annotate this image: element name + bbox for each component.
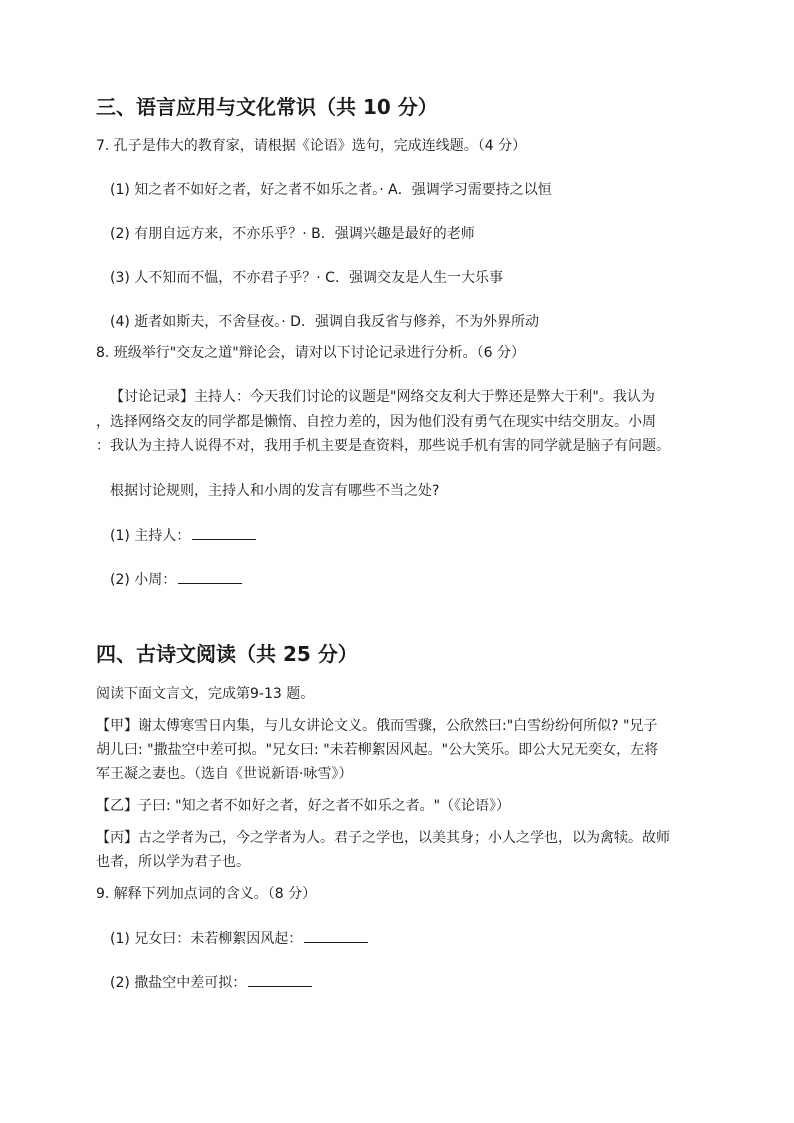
question-7-stem: 7. 孔子是伟大的教育家，请根据《论语》选句，完成连线题。（4 分） bbox=[96, 138, 527, 154]
q7-item-3: (3) 人不知而不愠，不亦君子乎？· C．强调交友是人生一大乐事 bbox=[110, 270, 503, 286]
passage-jia-line-1: 【甲】谢太傅寒雪日内集，与儿女讲论文义。俄而雪骤，公欣然曰:"白雪纷纷何所似? "兄子 bbox=[96, 718, 658, 734]
section-4-title: 四、古诗文阅读（共 25 分） bbox=[96, 642, 358, 666]
passage-bing-line-2: 也者，所以学为君子也。 bbox=[96, 854, 250, 870]
q9-item-1 bbox=[110, 928, 368, 949]
question-8-stem: 8. 班级举行"交友之道"辩论会，请对以下讨论记录进行分析。（6 分） bbox=[96, 345, 526, 361]
section-3-title: 三、语言应用与文化常识（共 10 分） bbox=[96, 95, 438, 119]
answer-blank[interactable] bbox=[178, 569, 242, 584]
q8-answer-2 bbox=[110, 569, 242, 590]
answer-blank[interactable] bbox=[304, 928, 368, 943]
answer-blank[interactable] bbox=[192, 525, 256, 540]
question-9-stem: 9. 解释下列加点词的含义。（8 分） bbox=[96, 886, 317, 902]
passage-jia-line-2: 胡儿曰: "撒盐空中差可拟。"兄女曰: "未若柳絮因风起。"公大笑乐。即公大兄无奕女，左将 bbox=[96, 742, 659, 758]
q9-item-2 bbox=[110, 972, 312, 993]
q7-item-2: (2) 有朋自远方来，不亦乐乎？· B．强调兴趣是最好的老师 bbox=[110, 226, 475, 242]
q8-record-line-2: ，选择网络交友的同学都是懒惰、自控力差的，因为他们没有勇气在现实中结交朋友。小周 bbox=[96, 414, 656, 430]
passage-jia-line-3: 军王凝之妻也。（选自《世说新语·咏雪》） bbox=[96, 766, 353, 782]
answer-label: (1) 主持人： bbox=[110, 528, 191, 544]
passage-yi: 【乙】子曰: "知之者不如好之者，好之者不如乐之者。"（《论语》） bbox=[96, 798, 511, 814]
answer-blank[interactable] bbox=[248, 972, 312, 987]
answer-label: (2) 小周： bbox=[110, 572, 177, 588]
q8-answer-1 bbox=[110, 525, 256, 546]
q7-item-4: (4) 逝者如斯夫，不舍昼夜。· D．强调自我反省与修养，不为外界所动 bbox=[110, 314, 539, 330]
q8-prompt: 根据讨论规则，主持人和小周的发言有哪些不当之处? bbox=[110, 483, 440, 499]
item-label: (1) 兄女曰：未若柳絮因风起： bbox=[110, 931, 303, 947]
passage-bing-line-1: 【丙】古之学者为己，今之学者为人。君子之学也，以美其身；小人之学也，以为禽犊。故师 bbox=[96, 830, 670, 846]
item-label: (2) 撒盐空中差可拟： bbox=[110, 975, 247, 991]
q7-item-1: (1) 知之者不如好之者，好之者不如乐之者。· A．强调学习需要持之以恒 bbox=[110, 182, 552, 198]
q8-record-line-3: ：我认为主持人说得不对，我用手机主要是查资料，那些说手机有害的同学就是脑子有问题。 bbox=[96, 438, 670, 454]
section-4-intro: 阅读下面文言文，完成第9-13 题。 bbox=[96, 686, 315, 702]
q8-record-line-1: 【讨论记录】主持人：今天我们讨论的议题是"网络交友利大于弊还是弊大于利"。我认为 bbox=[110, 389, 655, 405]
